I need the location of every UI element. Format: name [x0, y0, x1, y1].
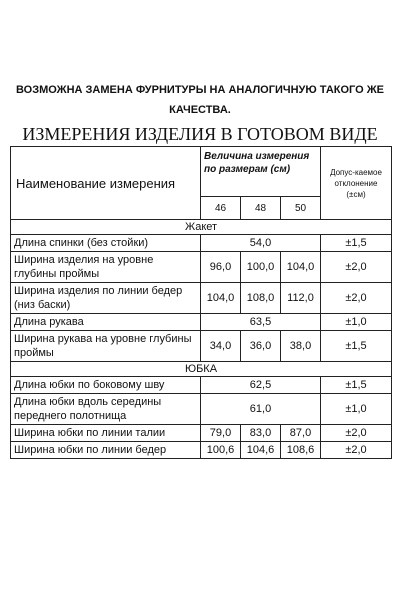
size-header: 48 [241, 197, 281, 220]
measurement-name: Длина юбки по боковому шву [11, 377, 201, 394]
measurement-value: 79,0 [201, 425, 241, 442]
size-header: 50 [281, 197, 321, 220]
tolerance-value: ±1,0 [321, 394, 392, 425]
measurement-value: 108,6 [281, 442, 321, 459]
measurement-value-all-sizes: 54,0 [201, 235, 321, 252]
tolerance-value: ±2,0 [321, 283, 392, 314]
measurement-name: Ширина юбки по линии талии [11, 425, 201, 442]
table-row [11, 377, 392, 394]
measurement-value: 87,0 [281, 425, 321, 442]
table-row [11, 331, 392, 362]
measurements-table [10, 146, 392, 459]
section-row [11, 220, 392, 235]
measurement-value-all-sizes: 61,0 [201, 394, 321, 425]
table-row [11, 425, 392, 442]
section-title: ЮБКА [11, 362, 392, 377]
table-row [11, 442, 392, 459]
column-header-values: Величина измерения по размерам (см) [201, 147, 321, 197]
measurement-value: 104,0 [201, 283, 241, 314]
section-row [11, 362, 392, 377]
table-row [11, 235, 392, 252]
measurement-value: 104,0 [281, 252, 321, 283]
tolerance-value: ±2,0 [321, 252, 392, 283]
measurement-name: Длина спинки (без стойки) [11, 235, 201, 252]
measurement-value: 104,6 [241, 442, 281, 459]
size-header: 46 [201, 197, 241, 220]
column-header-name: Наименование измерения [11, 147, 201, 220]
measurement-value-all-sizes: 63,5 [201, 314, 321, 331]
table-row [11, 394, 392, 425]
measurement-name: Длина юбки вдоль середины переднего полотнища [11, 394, 201, 425]
column-header-tolerance: Допус-каемое отклонение (±см) [321, 147, 392, 220]
measurement-value: 36,0 [241, 331, 281, 362]
measurement-value: 83,0 [241, 425, 281, 442]
page-title: ИЗМЕРЕНИЯ ИЗДЕЛИЯ В ГОТОВОМ ВИДЕ [22, 124, 378, 144]
measurement-value: 38,0 [281, 331, 321, 362]
measurement-value: 112,0 [281, 283, 321, 314]
measurement-value-all-sizes: 62,5 [201, 377, 321, 394]
tolerance-value: ±2,0 [321, 425, 392, 442]
table-row [11, 283, 392, 314]
measurement-value: 100,0 [241, 252, 281, 283]
tolerance-value: ±1,5 [321, 235, 392, 252]
table-row [11, 314, 392, 331]
measurement-value: 108,0 [241, 283, 281, 314]
measurement-name: Ширина изделия на уровне глубины проймы [11, 252, 201, 283]
measurement-value: 100,6 [201, 442, 241, 459]
table-row [11, 252, 392, 283]
measurement-name: Ширина изделия по линии бедер (низ баски) [11, 283, 201, 314]
tolerance-value: ±2,0 [321, 442, 392, 459]
measurement-name: Ширина юбки по линии бедер [11, 442, 201, 459]
tolerance-value: ±1,5 [321, 377, 392, 394]
measurement-value: 96,0 [201, 252, 241, 283]
tolerance-value: ±1,5 [321, 331, 392, 362]
tolerance-value: ±1,0 [321, 314, 392, 331]
measurement-name: Ширина рукава на уровне глубины проймы [11, 331, 201, 362]
measurement-value: 34,0 [201, 331, 241, 362]
measurement-name: Длина рукава [11, 314, 201, 331]
replacement-note: ВОЗМОЖНА ЗАМЕНА ФУРНИТУРЫ НА АНАЛОГИЧНУЮ ТАКОГО ЖЕ КАЧЕСТВА. [15, 84, 385, 116]
section-title: Жакет [11, 220, 392, 235]
